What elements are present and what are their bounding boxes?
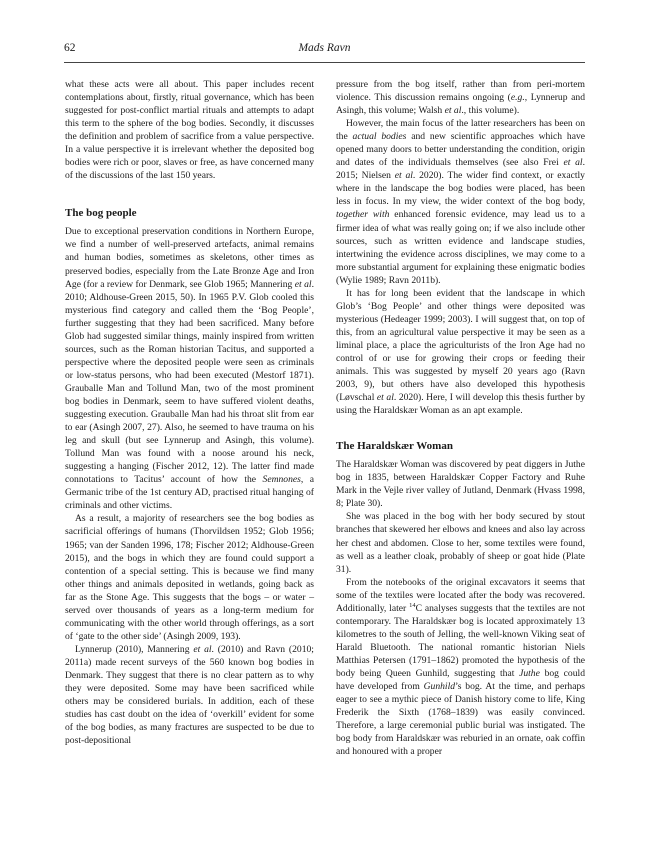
paragraph-bog-people-2: As a result, a majority of researchers see the bog bodies as sacrificial offerings of humans (Thorvildsen 1952; Glob 1956; 1965; van der Sanden 1996, 178; Fischer 2012; Aldhouse-Green 2015), and the bogs in which they are found could support a contention of a special setting. This is because we find many other things and animals deposited in wetlands, going back as far as the Stone Age. This suggests that the bogs – or water – served over thousands of years as a long-term medium for communicating with the other world through offerings, as a sort of ‘gate to the other side’ (Asingh 2009, 193). [65, 513, 314, 642]
paragraph-haraldskaer-3: From the notebooks of the original excavators it seems that some of the textiles were located after the body was recovered. Additionally, later $^{14}$C analyses suggests that the textiles are not contemporary. The Haraldskær bog is located approximately 13 kilometres to the south of Jelling, the well-known Viking seat of Harald Bluetooth. The national romantic historian Niels Matthias Petersen (1791–1862) promoted the hypothesis of the body being Queen Gunhild, suggesting that Juthe bog could have developed from Gunhild’s bog. At the time, and perhaps eager to see a mythic piece of Danish history come to life, King Frederik the Sixth (1768–1839) was easily convinced. Therefore, a large ceremonial public burial was instigated. The bog body from Haraldskær was reburied in an ornate, oak coffin and honoured with a proper [336, 576, 585, 758]
paragraph-bog-people-3: Lynnerup (2010), Mannering et al. (2010) and Ravn (2010; 2011a) made recent surveys of the 560 known bog bodies in Denmark. They suggest that there is no clear pattern as to why they were deposited. Some may have been sacrificed while others may be considered burials. In addition, each of these studies has cast doubt on the idea of ‘overkill’ evident for some of the bog bodies, as many fractures are suspected to be due to post-depositional [65, 643, 314, 747]
paragraph-intro: what these acts were all about. This paper includes recent contemplations about, firstly, ritual governance, which has been suggested for post-conflict martial rituals and attempts to adapt this term to the sphere of the bog bodies. Secondly, it discusses the definition and problem of sacrifice from a value perspective. In a value perspective it is irrelevant whether the deposited bog bodies were rich or poor, slaves or free, as have concerned many of the discussions of the last 150 years. [65, 79, 314, 182]
paragraph-haraldskaer-2: She was placed in the bog with her body secured by stout branches that skewered her elbows and knees and also lay across her chest and abdomen. Close to her, some textiles were found, as well as a leather cloak, probably of sheep or goat hide (Plate 31). [336, 511, 585, 575]
paragraph-haraldskaer-1: The Haraldskær Woman was discovered by peat diggers in Juthe bog in 1835, between Haraldskær Copper Factory and Ruhe Mark in the Vejle river valley of Jutland, Denmark (Hvass 1998, 8; Plate 30). [336, 459, 585, 510]
paragraph-continued: pressure from the bog itself, rather than from peri-mortem violence. This discussion remains ongoing (e.g., Lynnerup and Asingh, this volume; Walsh et al., this volume). [336, 79, 585, 117]
left-column [65, 78, 314, 747]
running-head: Mads Ravn [298, 42, 351, 54]
heading-haraldskaer-woman: The Haraldskær Woman [336, 440, 453, 453]
right-column [336, 78, 585, 758]
paragraph-bog-people-1: Due to exceptional preservation conditions in Northern Europe, we find a number of well-preserved artefacts, animal remains and human bodies, sometimes as skeletons, other times as preserved bodies, especially from the Late Bronze Age and Iron Age (for a review for Denmark, see Glob 1965; Mannering et al. 2010; Aldhouse-Green 2015, 50). In 1965 P.V. Glob cooled this mysterious find category and called them the ‘Bog People’, further suggesting that they had been sacrificed. Many before Glob had suggested similar things, mainly inspired from written sources, such as the Roman historian Tacitus, and supported a perspective where the deposited people were seen as criminals or low-status persons, who had been executed (Mestorf 1871). Grauballe Man and Tollund Man, two of the most prominent bog bodies in Denmark, seem to have suffered violent deaths, suggesting execution. Grauballe Man had his throat slit from ear to ear (Asingh 2007, 27). Also, he seemed to have trauma on his leg and skull (but see Lynnerup and Asingh, this volume). Tollund Man was found with a noose around his neck, suggesting a hanging (Fischer 2012, 12). The latter find made connotations to Tacitus’ account of how the Semnones, a Germanic tribe of the 1st century AD, practised ritual hanging of criminals and other victims. [65, 226, 314, 512]
header-rule [64, 62, 585, 63]
page-header [64, 42, 585, 58]
page-number: 62 [64, 42, 76, 54]
heading-bog-people: The bog people [65, 207, 137, 220]
paragraph-focus: However, the main focus of the latter researchers has been on the actual bodies and new scientific approaches which have opened many doors to better understanding the condition, origin and dates of the individuals themselves (see also Frei et al. 2015; Nielsen et al. 2020). The wider find context, or exactly where in the landscape the bog bodies were placed, has been less in focus. In my view, the wider context of the bog body, together with enhanced forensic evidence, may lead us to a firmer idea of what was really going on; if we also include other sources, such as written evidence and landscape studies, intertwining the evidence across disciplines, we may come to a more substantial argument for explaining these enigmatic bodies (Wylie 1989; Ravn 2011b). [336, 118, 586, 286]
paragraph-landscape: It has for long been evident that the landscape in which Glob’s ‘Bog People’ and other things were deposited was mysterious (Hedeager 1999; 2003). I will suggest that, on top of this, from an agricultural value perspective it may be seen as a liminal place, a place the agriculturists of the Iron Age had no control of or use for growing their crops or feeding their animals. This was suggested by myself 20 years ago (Ravn 2003, 9), but others have also developed this hypothesis (Løvschal et al. 2020). Here, I will develop this thesis further by using the Haraldskær Woman as an apt example. [336, 287, 585, 417]
